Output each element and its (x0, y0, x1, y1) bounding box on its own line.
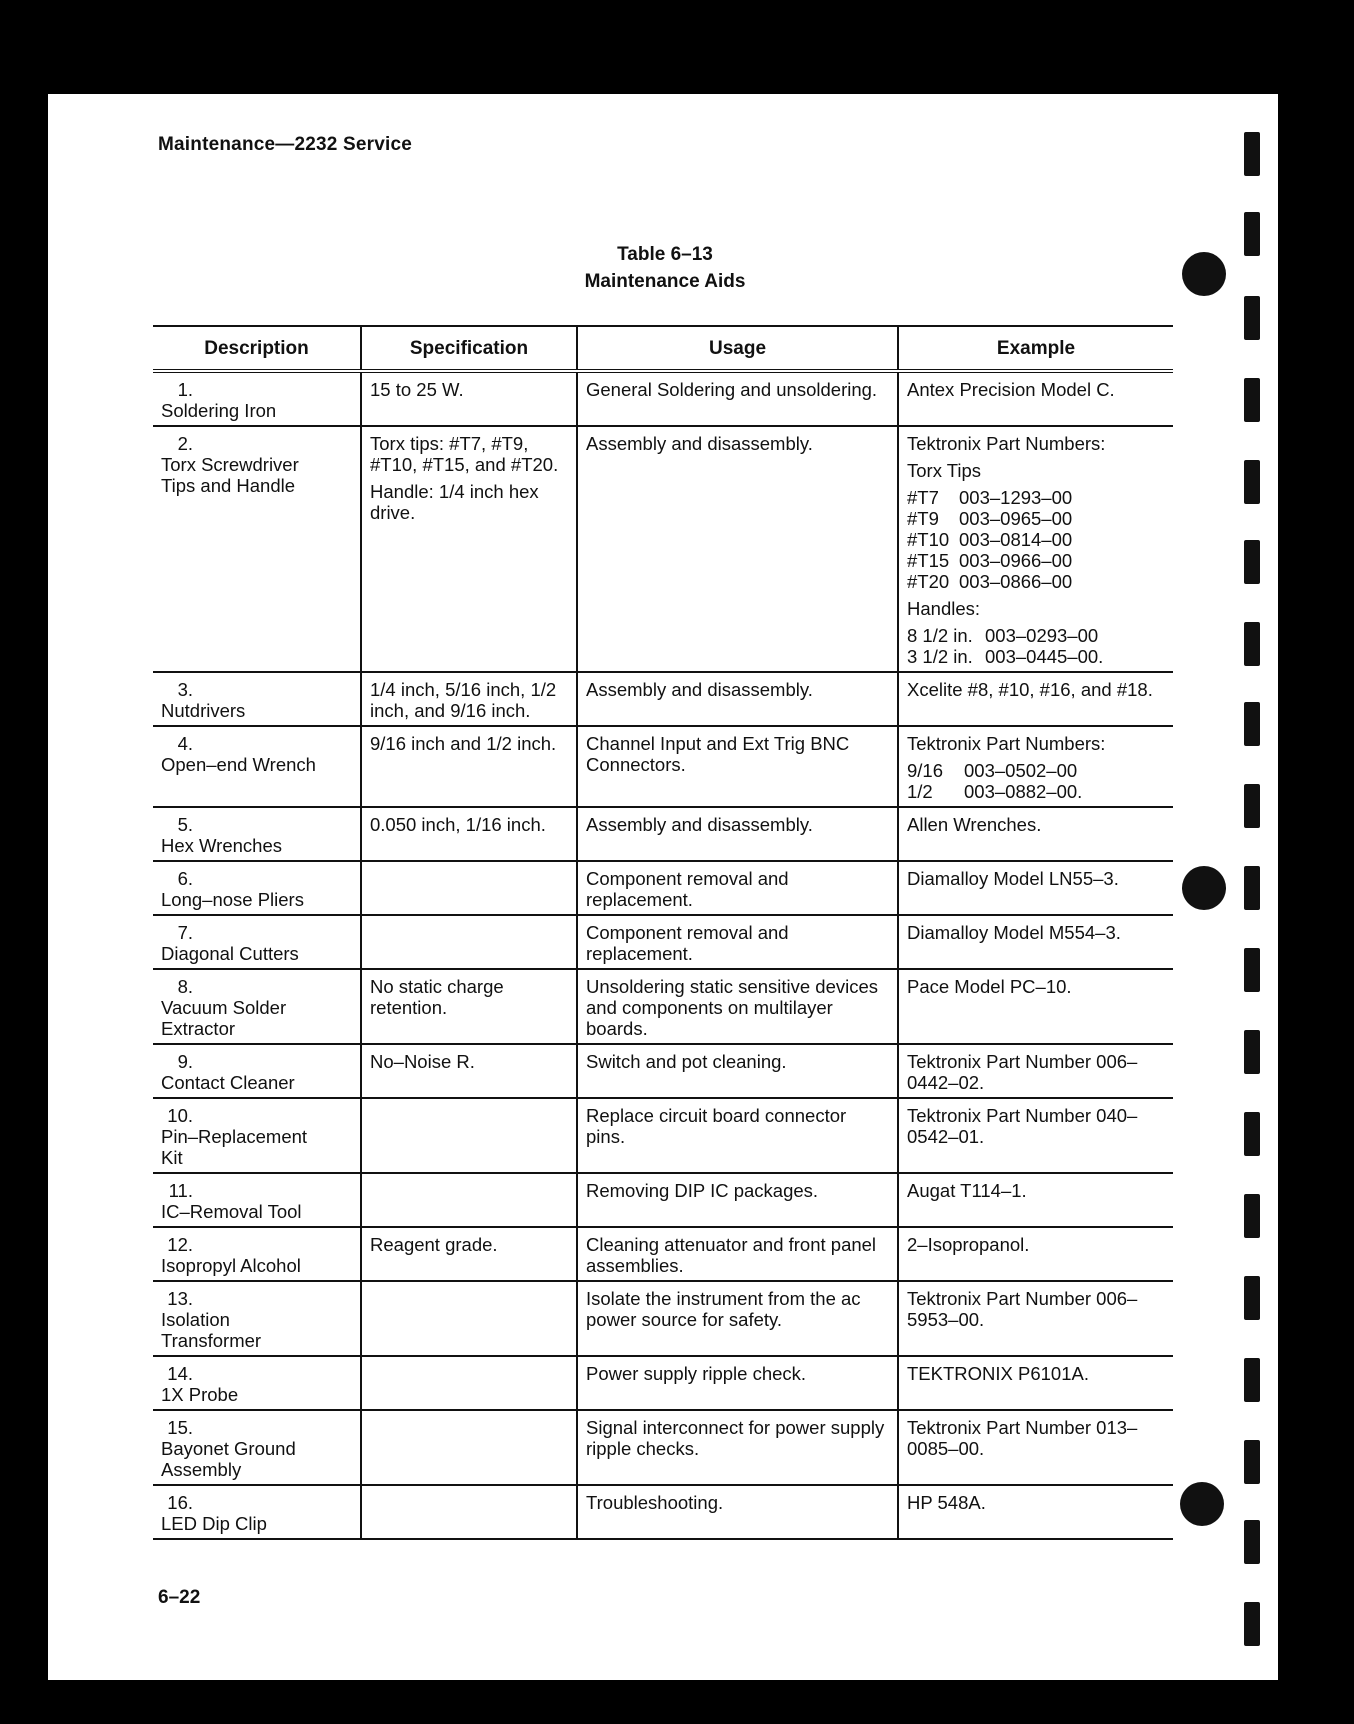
specification-text: Reagent grade. (370, 1234, 498, 1255)
usage-text: Assembly and disassembly. (586, 679, 813, 700)
table-row (153, 807, 1173, 861)
usage-cell (577, 672, 898, 726)
table-row (153, 371, 1173, 426)
table-row (153, 1098, 1173, 1173)
usage-text: Power supply ripple check. (586, 1363, 807, 1384)
description-cell (153, 672, 361, 726)
column-header-usage: Usage (577, 326, 898, 371)
torx-tip-part (907, 529, 1165, 550)
description-cell (153, 1098, 361, 1173)
example-cell (898, 426, 1173, 672)
example-text: Pace Model PC–10. (907, 976, 1072, 997)
usage-cell (577, 807, 898, 861)
description-cell (153, 915, 361, 969)
item-number: 3. (177, 679, 193, 700)
specification-cell (361, 1410, 577, 1485)
table-row (153, 1044, 1173, 1098)
item-number: 2. (177, 433, 193, 454)
torx-tip-part (907, 487, 1165, 508)
wrench-size: 9/16 (907, 760, 944, 781)
usage-text: Component removal and replacement. (586, 922, 789, 964)
usage-cell (577, 1227, 898, 1281)
example-heading: Tektronix Part Numbers: (907, 433, 1106, 454)
description-cell (153, 1227, 361, 1281)
example-text: 2–Isopropanol. (907, 1234, 1030, 1255)
specification-cell (361, 861, 577, 915)
binder-mark (1244, 132, 1260, 176)
table-row (153, 1173, 1173, 1227)
table-row (153, 1227, 1173, 1281)
torx-tip-part (907, 550, 1165, 571)
usage-cell (577, 1410, 898, 1485)
punch-hole (1182, 866, 1226, 910)
usage-cell (577, 726, 898, 807)
torx-tip-part (907, 571, 1165, 592)
binder-mark (1244, 460, 1260, 504)
item-description: Isolation Transformer (161, 1309, 262, 1351)
table-row (153, 1356, 1173, 1410)
wrench-part (907, 781, 1165, 802)
example-cell (898, 861, 1173, 915)
binder-mark (1244, 378, 1260, 422)
tip-code: #T15 (907, 550, 950, 571)
table-row (153, 426, 1173, 672)
specification-text: 15 to 25 W. (370, 379, 464, 400)
example-text: Antex Precision Model C. (907, 379, 1115, 400)
example-cell (898, 1173, 1173, 1227)
example-text: Tektronix Part Number 013–0085–00. (907, 1417, 1138, 1459)
example-cell (898, 726, 1173, 807)
usage-text: Removing DIP IC packages. (586, 1180, 819, 1201)
description-cell (153, 426, 361, 672)
tip-code: #T20 (907, 571, 950, 592)
maintenance-aids-table (153, 325, 1173, 1540)
column-header-specification: Specification (361, 326, 577, 371)
example-cell (898, 672, 1173, 726)
page-number: 6–22 (158, 1587, 201, 1608)
tip-part-number: 003–0966–00 (959, 550, 1073, 571)
wrench-size: 1/2 (907, 781, 933, 802)
specification-cell (361, 672, 577, 726)
specification-cell (361, 1098, 577, 1173)
usage-cell (577, 915, 898, 969)
item-description: Open–end Wrench (161, 754, 316, 775)
item-number: 14. (167, 1363, 193, 1384)
item-description: Pin–Replacement Kit (161, 1126, 308, 1168)
table-row (153, 915, 1173, 969)
description-cell (153, 969, 361, 1044)
description-cell (153, 1044, 361, 1098)
item-number: 6. (177, 868, 193, 889)
example-cell (898, 1281, 1173, 1356)
table-row (153, 726, 1173, 807)
example-cell (898, 1227, 1173, 1281)
handle-part (907, 646, 1165, 667)
item-number: 5. (177, 814, 193, 835)
handle-size: 8 1/2 in. (907, 625, 973, 646)
column-header-description: Description (153, 326, 361, 371)
handle-part (907, 625, 1165, 646)
specification-text: 9/16 inch and 1/2 inch. (370, 733, 557, 754)
table-row (153, 672, 1173, 726)
torx-tips-label: Torx Tips (907, 460, 982, 481)
example-cell (898, 1098, 1173, 1173)
usage-cell (577, 1281, 898, 1356)
punch-hole (1182, 252, 1226, 296)
handle-size: 3 1/2 in. (907, 646, 973, 667)
usage-cell (577, 1173, 898, 1227)
usage-cell (577, 1044, 898, 1098)
item-number: 4. (177, 733, 193, 754)
item-number: 15. (167, 1417, 193, 1438)
specification-text: No–Noise R. (370, 1051, 475, 1072)
item-number: 10. (167, 1105, 193, 1126)
description-cell (153, 807, 361, 861)
binder-mark (1244, 296, 1260, 340)
item-number: 7. (177, 922, 193, 943)
running-header: Maintenance—2232 Service (158, 134, 413, 155)
usage-text: Channel Input and Ext Trig BNC Connectors. (586, 733, 850, 775)
specification-text: 0.050 inch, 1/16 inch. (370, 814, 546, 835)
usage-cell (577, 1485, 898, 1539)
specification-cell (361, 371, 577, 426)
binder-mark (1244, 1602, 1260, 1646)
example-text: HP 548A. (907, 1492, 986, 1513)
description-cell (153, 1356, 361, 1410)
example-cell (898, 969, 1173, 1044)
wrench-part-number: 003–0882–00. (964, 781, 1083, 802)
binder-mark (1244, 702, 1260, 746)
item-description: Diagonal Cutters (161, 943, 299, 964)
table-row (153, 1281, 1173, 1356)
description-cell (153, 726, 361, 807)
usage-text: Assembly and disassembly. (586, 814, 813, 835)
example-cell (898, 915, 1173, 969)
usage-text: Cleaning attenuator and front panel assemblies. (586, 1234, 877, 1276)
example-text: Tektronix Part Number 006–5953–00. (907, 1288, 1138, 1330)
usage-text: Unsoldering static sensitive devices and components on multilayer boards. (586, 976, 879, 1039)
specification-cell (361, 807, 577, 861)
table-row (153, 969, 1173, 1044)
usage-cell (577, 1356, 898, 1410)
specification-cell (361, 426, 577, 672)
specification-text: Torx tips: #T7, #T9, #T10, #T15, and #T20. (370, 433, 559, 475)
example-text: Xcelite #8, #10, #16, and #18. (907, 679, 1153, 700)
example-cell (898, 1485, 1173, 1539)
specification-text: Handle: 1/4 inch hex drive. (370, 481, 539, 523)
column-header-example: Example (898, 326, 1173, 371)
description-cell (153, 1410, 361, 1485)
handles-label: Handles: (907, 598, 981, 619)
handle-part-number: 003–0293–00 (985, 625, 1099, 646)
item-description: LED Dip Clip (161, 1513, 267, 1534)
example-text: Allen Wrenches. (907, 814, 1042, 835)
usage-cell (577, 371, 898, 426)
tip-part-number: 003–0965–00 (959, 508, 1073, 529)
specification-cell (361, 915, 577, 969)
tip-part-number: 003–1293–00 (959, 487, 1073, 508)
binder-mark (1244, 1030, 1260, 1074)
description-cell (153, 371, 361, 426)
item-description: Torx Screwdriver Tips and Handle (161, 454, 299, 496)
item-description: 1X Probe (161, 1384, 239, 1405)
binder-mark (1244, 622, 1260, 666)
specification-cell (361, 1485, 577, 1539)
example-text: TEKTRONIX P6101A. (907, 1363, 1089, 1384)
item-description: Isopropyl Alcohol (161, 1255, 301, 1276)
tip-part-number: 003–0866–00 (959, 571, 1073, 592)
example-text: Tektronix Part Number 040–0542–01. (907, 1105, 1138, 1147)
tip-part-number: 003–0814–00 (959, 529, 1073, 550)
example-cell (898, 1044, 1173, 1098)
punch-hole (1180, 1482, 1224, 1526)
specification-cell (361, 1227, 577, 1281)
item-number: 9. (177, 1051, 193, 1072)
example-heading: Tektronix Part Numbers: (907, 733, 1106, 754)
specification-cell (361, 1356, 577, 1410)
binder-mark (1244, 540, 1260, 584)
item-number: 8. (177, 976, 193, 997)
binder-mark (1244, 1112, 1260, 1156)
specification-cell (361, 969, 577, 1044)
example-text: Tektronix Part Number 006–0442–02. (907, 1051, 1138, 1093)
description-cell (153, 1281, 361, 1356)
binder-mark (1244, 784, 1260, 828)
table-body (153, 371, 1173, 1539)
example-cell (898, 371, 1173, 426)
tip-code: #T7 (907, 487, 939, 508)
binder-mark (1244, 1276, 1260, 1320)
example-text: Diamalloy Model M554–3. (907, 922, 1121, 943)
table-header-row (153, 326, 1173, 371)
table-title: Maintenance Aids (584, 271, 746, 292)
usage-text: Signal interconnect for power supply ripple checks. (586, 1417, 885, 1459)
description-cell (153, 861, 361, 915)
binder-mark (1244, 866, 1260, 910)
table-row (153, 1485, 1173, 1539)
item-description: Vacuum Solder Extractor (161, 997, 287, 1039)
binder-mark (1244, 212, 1260, 256)
usage-cell (577, 861, 898, 915)
item-description: Soldering Iron (161, 400, 277, 421)
binder-mark (1244, 1520, 1260, 1564)
wrench-part-number: 003–0502–00 (964, 760, 1078, 781)
item-description: IC–Removal Tool (161, 1201, 302, 1222)
example-cell (898, 1410, 1173, 1485)
usage-text: Isolate the instrument from the ac power source for safety. (586, 1288, 861, 1330)
item-description: Nutdrivers (161, 700, 246, 721)
usage-cell (577, 426, 898, 672)
binder-mark (1244, 1194, 1260, 1238)
usage-cell (577, 1098, 898, 1173)
torx-tip-part (907, 508, 1165, 529)
item-number: 16. (167, 1492, 193, 1513)
specification-text: No static charge retention. (370, 976, 504, 1018)
item-description: Long–nose Pliers (161, 889, 304, 910)
specification-cell (361, 1044, 577, 1098)
handle-part-number: 003–0445–00. (985, 646, 1104, 667)
specification-cell (361, 726, 577, 807)
item-number: 11. (168, 1180, 193, 1201)
usage-text: Troubleshooting. (586, 1492, 724, 1513)
example-cell (898, 1356, 1173, 1410)
item-number: 1. (177, 379, 193, 400)
binder-mark (1244, 1440, 1260, 1484)
binder-mark (1244, 948, 1260, 992)
binder-mark (1244, 1358, 1260, 1402)
usage-text: General Soldering and unsoldering. (586, 379, 878, 400)
item-number: 13. (167, 1288, 193, 1309)
item-description: Bayonet Ground Assembly (161, 1438, 296, 1480)
usage-text: Assembly and disassembly. (586, 433, 813, 454)
tip-code: #T9 (907, 508, 939, 529)
example-cell (898, 807, 1173, 861)
wrench-part (907, 760, 1165, 781)
specification-cell (361, 1281, 577, 1356)
example-text: Augat T114–1. (907, 1180, 1027, 1201)
description-cell (153, 1485, 361, 1539)
example-text: Diamalloy Model LN55–3. (907, 868, 1119, 889)
usage-text: Replace circuit board connector pins. (586, 1105, 847, 1147)
usage-cell (577, 969, 898, 1044)
usage-text: Component removal and replacement. (586, 868, 789, 910)
specification-text: 1/4 inch, 5/16 inch, 1/2 inch, and 9/16 inch. (370, 679, 557, 721)
usage-text: Switch and pot cleaning. (586, 1051, 787, 1072)
item-description: Contact Cleaner (161, 1072, 295, 1093)
tip-code: #T10 (907, 529, 950, 550)
description-cell (153, 1173, 361, 1227)
specification-cell (361, 1173, 577, 1227)
table-row (153, 1410, 1173, 1485)
table-row (153, 861, 1173, 915)
item-description: Hex Wrenches (161, 835, 282, 856)
table-number: Table 6–13 (617, 244, 713, 265)
item-number: 12. (167, 1234, 193, 1255)
